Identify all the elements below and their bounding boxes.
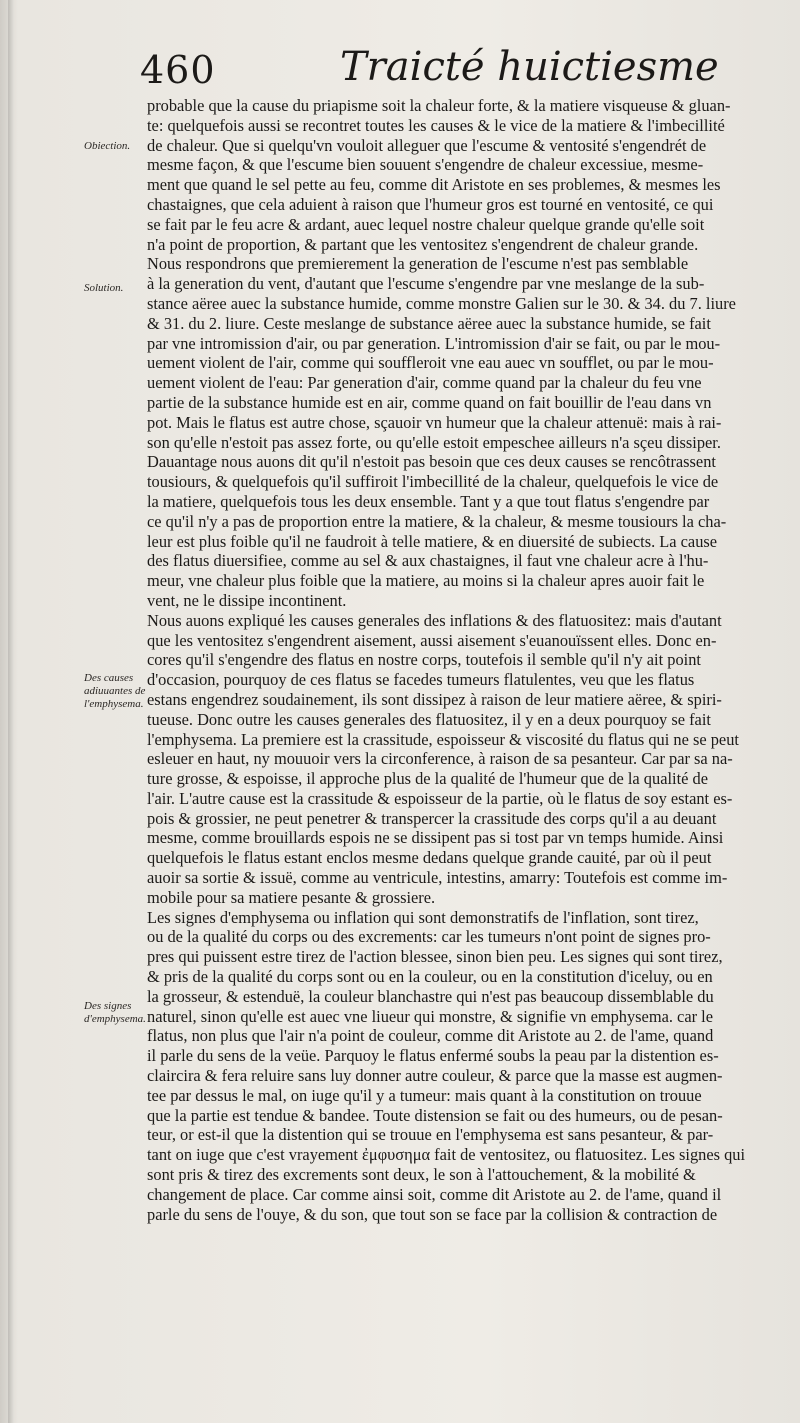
text-line: tant on iuge que c'est vrayement ἐμφυσημα fait de ventositez, ou flatuositez. Les signes qui xyxy=(147,1145,746,1165)
text-line: probable que la cause du priapisme soit la chaleur forte, & la matiere visqueuse & gluan- xyxy=(147,96,731,115)
text-line: tee par dessus le mal, on iuge qu'il y a tumeur: mais quant à la constitution on trouue xyxy=(147,1085,702,1105)
text-line: pres qui puissent estre tirez de l'action blessee, sinon bien peu. Les signes qui sont tirez, xyxy=(147,947,723,967)
text-line: leur est plus foible qu'il ne faudroit à telle matiere, & en diuersité de subiects. La cause xyxy=(147,531,718,551)
text-line: cores qu'il s'engendre des flatus en nostre corps, toutefois il semble qu'il n'y ait point xyxy=(147,650,701,670)
text-line: uement violent de l'eau: Par generation d'air, comme quand par la chaleur du feu vne xyxy=(147,373,702,393)
text-line: ture grosse, & espoisse, il approche plus de la qualité de l'humeur que de la qualité de xyxy=(147,769,708,789)
text-line: parle du sens de l'ouye, & du son, que tout son se face par la collision & contraction de xyxy=(147,1204,718,1224)
text-line: l'emphysema. La premiere est la crassitude, espoisseur & viscosité du flatus qui ne se peut xyxy=(147,729,739,749)
text-line: mesme, comme brouillards espois ne se dissipent pas si tost par vn temps humide. Ainsi xyxy=(147,828,724,848)
text-line: auoir sa sortie & issuë, comme au ventricule, intestins, amarry: Toutefois est comme im- xyxy=(147,868,728,888)
text-line: pot. Mais le flatus est autre chose, sçauoir vn humeur que la chaleur attenuë: mais à rai- xyxy=(147,412,722,432)
text-line: mobile pour sa matiere pesante & grossiere. xyxy=(147,887,436,907)
text-line: teur, or est-il que la distention qui se trouue en l'emphysema est sans pesanteur, & par- xyxy=(147,1125,714,1145)
text-line: de chaleur. Que si quelqu'vn vouloit alleguer que l'escume & ventosité s'engendrét de xyxy=(147,135,707,155)
page-header xyxy=(140,40,780,96)
text-line: d'occasion, pourquoy de ces flatus se facedes tumeurs flatulentes, veu que les flatus xyxy=(147,670,695,690)
page-gutter-shadow xyxy=(8,0,14,1423)
text-line: flatus, non plus que l'air n'a point de couleur, comme dit Aristote au 2. de l'ame, quand xyxy=(147,1026,714,1046)
text-line: Dauantage nous auons dit qu'il n'estoit pas besoin que ces deux causes se rencôtrassent xyxy=(147,452,716,472)
text-line: que la partie est tendue & bandee. Toute distension se fait ou des humeurs, ou de pesan- xyxy=(147,1105,723,1125)
text-line: esleuer en haut, ny mouuoir vers la circonference, à raison de sa pesanteur. Car par sa na- xyxy=(147,749,733,769)
text-line: vent, ne le dissipe incontinent. xyxy=(147,590,347,610)
text-line: des flatus diuersifiee, comme au sel & aux chastaignes, il faut vne chaleur acre à l'hu- xyxy=(147,551,709,571)
text-line: chastaignes, que cela aduient à raison que l'humeur gros est tourné en ventosité, ce qui xyxy=(147,194,714,214)
text-line: se fait par le feu acre & ardant, auec lequel nostre chaleur quelque grande qu'elle soit xyxy=(147,214,705,234)
text-line: l'air. L'autre cause est la crassitude & espoisseur de la partie, où le flatus de soy estant es- xyxy=(147,788,733,808)
text-line: il parle du sens de la veüe. Parquoy le flatus enfermé soubs la peau par la distention es- xyxy=(147,1046,719,1066)
text-line: claircira & fera reluire sans luy donner autre couleur, & parce que la masse est augmen- xyxy=(147,1066,723,1086)
running-title: Traicté huictiesme xyxy=(340,44,719,90)
text-line: changement de place. Car comme ainsi soit, comme dit Aristote au 2. de l'ame, quand il xyxy=(147,1184,722,1204)
text-line: la grosseur, & estenduë, la couleur blanchastre qui n'est pas beaucoup dissemblable du xyxy=(147,986,714,1006)
text-line: la matiere, quelquefois tous les deux ensemble. Tant y a que tout flatus s'engendre par xyxy=(147,491,710,511)
text-line: tueuse. Donc outre les causes generales des flatuositez, il y en a deux pourquoy se fait xyxy=(147,709,711,729)
text-line: par vne intromission d'air, ou par generation. L'intromission d'air se fait, ou par le mou- xyxy=(147,333,721,353)
text-line: tousiours, & quelquefois qu'il suffiroit l'imbecillité de la chaleur, quelquefois le vice de xyxy=(147,472,719,492)
text-line: stance aëree auec la substance humide, comme monstre Galien sur le 30. & 34. du 7. liure xyxy=(147,293,736,313)
page-number: 460 xyxy=(140,48,216,92)
text-line: Nous auons expliqué les causes generales des inflations & des flatuositez: mais d'autant xyxy=(147,610,722,630)
text-line: & 31. du 2. liure. Ceste meslange de substance aëree auec la substance humide, se fait xyxy=(147,313,711,333)
text-line: mesme façon, & que l'escume bien souuent s'engendre de chaleur excessiue, mesme- xyxy=(147,155,704,175)
text-line: que les ventositez s'engendrent aisement, aussi aisement s'euanouïssent elles. Donc en- xyxy=(147,630,717,650)
text-line: uement violent de l'air, comme qui souffleroit vne eau auec vn soufflet, ou par le mou- xyxy=(147,353,714,373)
text-line: & pris de la qualité du corps sont ou en la couleur, ou en la constitution d'iceluy, ou en xyxy=(147,967,713,987)
text-line: son qu'elle n'estoit pas assez forte, ou qu'elle estoit empeschee ailleurs n'a sçeu dissiper. xyxy=(147,432,721,452)
text-line: à la generation du vent, d'autant que l'escume s'engendre par vne meslange de la sub- xyxy=(147,274,705,294)
text-line: n'a point de proportion, & partant que les ventositez s'engendrent de chaleur grande. xyxy=(147,234,699,254)
text-line: te: quelquefois aussi se recontret toutes les causes & le vice de la matiere & l'imbecillité xyxy=(147,115,725,135)
text-line: sont pris & tirez des excrements sont deux, le son à l'attouchement, & la mobilité & xyxy=(147,1165,696,1185)
text-line: Nous respondrons que premierement la generation de l'escume n'est pas semblable xyxy=(147,254,689,274)
text-line: estans engendrez soudainement, ils sont dissipez à raison de leur matiere aëree, & spiri- xyxy=(147,689,722,709)
margin-note-causes: Des causes adiuuantes de l'emphysema. xyxy=(84,672,146,710)
text-line: meur, vne chaleur plus foible que la matiere, au moins si la chaleur apres auoir fait le xyxy=(147,571,705,591)
text-line: naturel, sinon qu'elle est auec vne liueur qui monstre, & signifie vn emphysema. car le xyxy=(147,1006,713,1026)
margin-note-solution: Solution. xyxy=(84,282,124,294)
body-text xyxy=(147,96,767,1224)
text-line: ou de la qualité du corps ou des excrements: car les tumeurs n'ont point de signes pro- xyxy=(147,927,711,947)
text-line: ce qu'il n'y a pas de proportion entre la matiere, & la chaleur, & mesme tousiours la cha- xyxy=(147,511,727,531)
margin-note-signs: Des signes d'emphysema. xyxy=(84,1000,146,1025)
text-line: quelquefois le flatus estant enclos mesme dedans quelque grande cauité, par où il peut xyxy=(147,848,712,868)
text-line: partie de la substance humide est en air, comme quand on fait bouillir de l'eau dans vn xyxy=(147,392,712,412)
text-line: Les signes d'emphysema ou inflation qui sont demonstratifs de l'inflation, sont tirez, xyxy=(147,907,699,927)
margin-note-objection: Obiection. xyxy=(84,140,131,152)
text-line: ment que quand le sel pette au feu, comme dit Aristote en ses problemes, & mesmes les xyxy=(147,175,721,195)
text-line: pois & grossier, ne peut penetrer & transpercer la crassitude des corps qu'il a au deuant xyxy=(147,808,717,828)
